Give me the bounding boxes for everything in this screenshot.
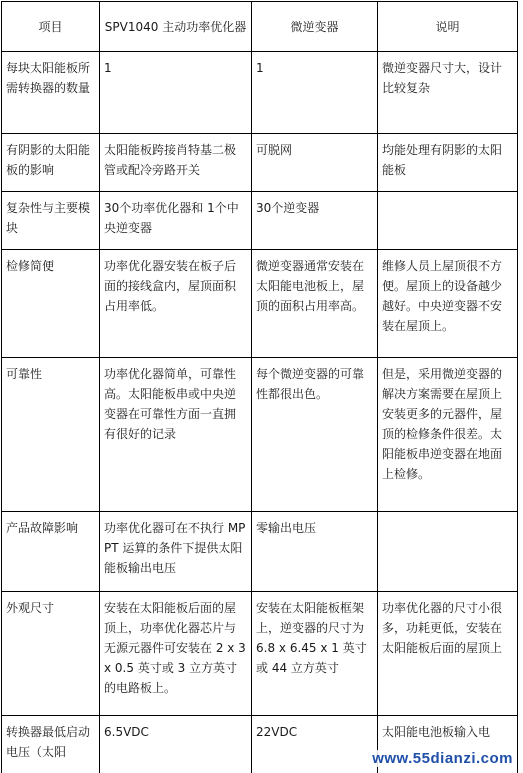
row-label: 检修简便	[2, 250, 100, 358]
notes-cell: 维修人员上屋顶很不方便。屋顶上的设备越少越好。中央逆变器不安装在屋顶上。	[378, 250, 518, 358]
microinverter-cell: 1	[252, 52, 378, 134]
notes-cell: 功率优化器的尺寸小很多，功耗更低，安装在太阳能板后面的屋顶上	[378, 592, 518, 716]
row-label: 复杂性与主要模块	[2, 192, 100, 250]
row-label: 每块太阳能板所需转换器的数量	[2, 52, 100, 134]
notes-cell: 但是，采用微逆变器的解决方案需要在屋顶上安装更多的元器件，屋顶的检修条件很差。太阳能板串逆变器在地面上检修。	[378, 358, 518, 512]
table-row	[2, 192, 518, 250]
optimizer-cell: 1	[100, 52, 252, 134]
header-row	[2, 2, 518, 52]
microinverter-cell: 零输出电压	[252, 512, 378, 592]
table-row	[2, 52, 518, 134]
optimizer-cell: 功率优化器可在不执行 MPPT 运算的条件下提供太阳能板输出电压	[100, 512, 252, 592]
optimizer-cell: 太阳能板跨接肖特基二极管或配冷旁路开关	[100, 134, 252, 192]
notes-cell: 太阳能电池板输入电	[378, 716, 518, 773]
header-cell-optimizer: SPV1040 主动功率优化器	[100, 2, 252, 52]
optimizer-cell: 30个功率优化器和 1个中央逆变器	[100, 192, 252, 250]
row-label: 转换器最低启动电压（太阳	[2, 716, 100, 773]
microinverter-cell: 22VDC	[252, 716, 378, 773]
optimizer-cell: 6.5VDC	[100, 716, 252, 773]
table-row	[2, 512, 518, 592]
optimizer-cell: 功率优化器安装在板子后面的接线盒内，屋顶面积占用率低。	[100, 250, 252, 358]
notes-cell	[378, 192, 518, 250]
table-row	[2, 250, 518, 358]
row-label: 外观尺寸	[2, 592, 100, 716]
microinverter-cell: 可脱网	[252, 134, 378, 192]
header-cell-notes: 说明	[378, 2, 518, 52]
row-label: 可靠性	[2, 358, 100, 512]
microinverter-cell: 安装在太阳能板框架上，逆变器的尺寸为 6.8 x 6.45 x 1 英寸或 44 立方英寸	[252, 592, 378, 716]
header-cell-item: 项目	[2, 2, 100, 52]
notes-cell: 均能处理有阴影的太阳能板	[378, 134, 518, 192]
comparison-table	[1, 1, 518, 773]
table-row	[2, 592, 518, 716]
notes-cell	[378, 512, 518, 592]
table-row	[2, 358, 518, 512]
microinverter-cell: 30个逆变器	[252, 192, 378, 250]
optimizer-cell: 安装在太阳能板后面的屋顶上，功率优化器芯片与无源元器件可安装在 2 x 3 x 0.5 英寸或 3 立方英寸的电路板上。	[100, 592, 252, 716]
table-row	[2, 134, 518, 192]
optimizer-cell: 功率优化器简单，可靠性高。太阳能板串或中央逆变器在可靠性方面一直拥有很好的记录	[100, 358, 252, 512]
row-label: 有阴影的太阳能板的影响	[2, 134, 100, 192]
microinverter-cell: 每个微逆变器的可靠性都很出色。	[252, 358, 378, 512]
header-cell-microinverter: 微逆变器	[252, 2, 378, 52]
notes-cell: 微逆变器尺寸大，设计比较复杂	[378, 52, 518, 134]
site-watermark: www.55dianzi.com	[368, 750, 517, 767]
row-label: 产品故障影响	[2, 512, 100, 592]
microinverter-cell: 微逆变器通常安装在太阳能电池板上，屋顶的面积占用率高。	[252, 250, 378, 358]
